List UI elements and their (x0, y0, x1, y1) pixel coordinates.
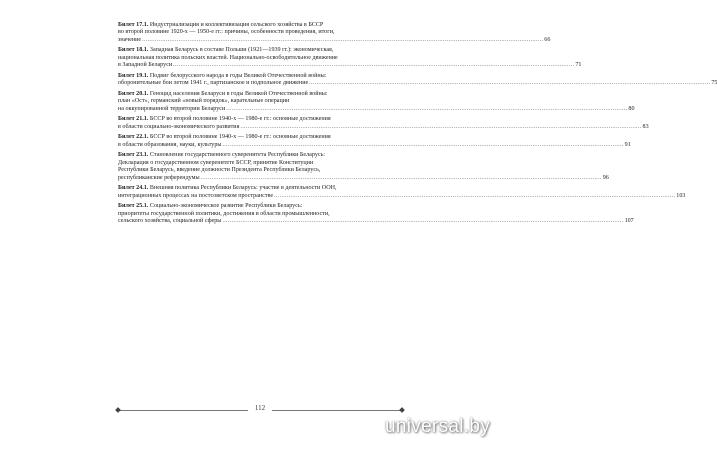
toc-entry (118, 22, 551, 44)
toc-entry-text: Декларация о государственном суверенитете БССР, принятие Конституции (118, 159, 314, 166)
toc-entry-last-line (118, 218, 634, 225)
toc-entry-text: во второй половине 1920-х — 1950-е гг.: причины, особенности проведения, итоги, (118, 29, 335, 36)
leader-dots: ............................................................................................................................................................................................................................ (222, 218, 624, 225)
toc-entry-text: Становление государственного суверенитета Республики Беларусь: (149, 152, 326, 159)
leader-dots: ............................................................................................................................................................................................................................ (226, 105, 628, 112)
ticket-number: Билет 17.1. (118, 22, 149, 28)
toc-entry (118, 203, 634, 225)
ticket-number: Билет 19.1. (118, 72, 149, 79)
toc-entry (118, 185, 686, 200)
watermark-logo: universal.by (385, 416, 490, 437)
toc-entry (118, 116, 649, 131)
toc-entry-last-line (118, 123, 649, 131)
toc-entry-text: план «Ост», германский «новый порядок», карательные операции (118, 98, 290, 105)
toc-entry-text: национальная политика польских властей. Национально-освободительное движение (118, 54, 338, 61)
leader-dots: ............................................................................................................................................................................................................................ (274, 192, 676, 199)
toc-page-number: 66 (544, 36, 551, 43)
toc-entry (118, 152, 609, 182)
toc-page-number: 96 (602, 174, 609, 181)
toc-entry-text: БССР во второй половине 1940-х — 1980-е гг.: основные достижения (149, 116, 331, 123)
table-of-contents (118, 22, 717, 229)
ticket-number: Билет 22.1. (118, 134, 149, 141)
toc-entry-text: приоритеты государственной политики, достижения в области промышленности, (118, 210, 330, 217)
toc-page-number: 71 (575, 62, 582, 69)
toc-entry-text: Индустриализация и коллективизация сельского хозяйства в БССР (149, 22, 324, 28)
ticket-number: Билет 20.1. (118, 90, 149, 97)
toc-entry-first-line (118, 152, 402, 159)
page-number: 112 (254, 404, 266, 412)
leader-dots: ............................................................................................................................................................................................................................ (240, 123, 642, 130)
toc-entry-last-line (118, 192, 686, 200)
toc-entry (118, 90, 635, 113)
ticket-number: Билет 21.1. (118, 116, 149, 123)
toc-entry-text: в области образования, науки, культуры (118, 141, 222, 148)
toc-entry-text: в Западной Беларуси (118, 62, 173, 69)
toc-entry-text: республиканские референдумы (118, 174, 200, 181)
toc-entry-last-line (118, 141, 631, 149)
toc-entry-last-line (118, 174, 609, 182)
ticket-number: Билет 24.1. (118, 185, 149, 192)
leader-dots: ............................................................................................................................................................................................................................ (200, 174, 602, 181)
ticket-number: Билет 18.1. (118, 47, 149, 54)
toc-entry-text: Социально-экономическое развитие Республики Беларусь: (149, 203, 303, 210)
toc-page-number: 103 (676, 192, 686, 199)
toc-page-number: 83 (642, 123, 649, 130)
toc-entry-first-line (118, 203, 402, 210)
toc-entry-last-line (118, 62, 582, 69)
toc-page-number: 80 (628, 105, 635, 112)
toc-entry-text: в области социально-экономического развития (118, 123, 240, 130)
toc-entry-text: значение (118, 36, 142, 43)
toc-entry-text: Западная Беларусь в составе Польши (1921—1939 гг.): экономическая, (149, 47, 334, 54)
toc-entry-last-line (118, 36, 551, 44)
toc-entry-text: Подвиг белорусского народа в годы Великой Отечественной войны: (149, 72, 327, 79)
leader-dots: ............................................................................................................................................................................................................................ (173, 62, 575, 69)
toc-page-number: 91 (624, 141, 631, 148)
toc-entry-text: сельского хозяйства, социальной сферы (118, 218, 222, 225)
toc-page-number: 107 (624, 218, 634, 225)
toc-entry-first-line (118, 185, 402, 192)
toc-entry-first-line (118, 73, 402, 80)
toc-entry-last-line (118, 80, 717, 87)
toc-entry-first-line (118, 47, 402, 54)
toc-entry-last-line (118, 105, 635, 113)
footer-rule-right (272, 410, 402, 411)
leader-dots: ............................................................................................................................................................................................................................ (222, 141, 624, 148)
leader-dots: ............................................................................................................................................................................................................................ (142, 36, 544, 43)
toc-entry-text: оборонительные бои летом 1941 г., партизанское и подпольное движение (118, 80, 309, 87)
toc-entry-text: Внешняя политика Республики Беларусь: участие в деятельности ООН, (149, 185, 337, 192)
leader-dots: ............................................................................................................................................................................................................................ (309, 80, 711, 87)
toc-entry-text: на оккупированной территории Беларуси (118, 105, 226, 112)
footer-rule-left (118, 410, 248, 411)
ticket-number: Билет 23.1. (118, 152, 149, 159)
toc-entry (118, 134, 631, 149)
toc-entry-text: Геноцид населения Беларуси в годы Великой Отечественной войны: (149, 90, 328, 97)
ticket-number: Билет 25.1. (118, 203, 149, 210)
toc-entry (118, 72, 717, 88)
toc-entry-text: интеграционных процессах на постсоветском пространстве (118, 192, 274, 199)
toc-entry-text: БССР во второй половине 1940-х — 1980-е гг.: основные достижения (149, 134, 331, 141)
toc-page-number: 75 (711, 80, 717, 87)
toc-entry-text: Республики Беларусь, введение должности Президента Республики Беларусь, (118, 167, 321, 174)
toc-entry-first-line (118, 134, 402, 141)
toc-entry-first-line (118, 116, 402, 123)
toc-entry (118, 47, 582, 69)
